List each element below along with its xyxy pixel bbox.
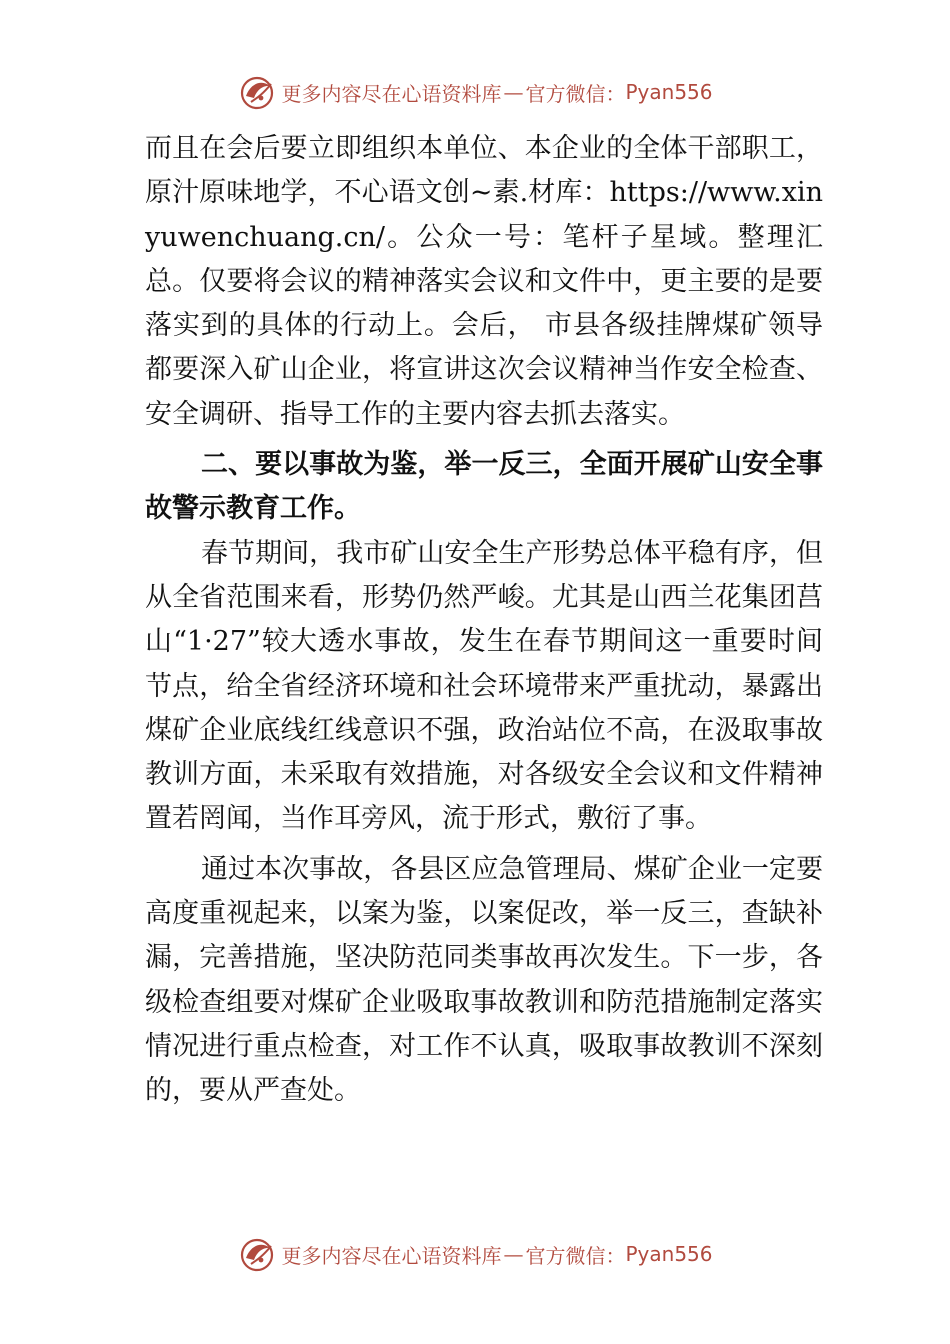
header-banner (0, 70, 950, 114)
header-banner-separator: — (503, 80, 524, 104)
document-body (145, 127, 823, 1114)
footer-banner-text: 更多内容尽在心语资料库 (281, 1243, 502, 1268)
paragraph-2: 春节期间，我市矿山安全生产形势总体平稳有序，但从全省范围来看，形势仍然严峻。尤其是山西兰花集团莒山“1·27”较大透水事故，发生在春节期间这一重要时间节点，给全省经济环境和社会环境带来严重扰动，暴露出煤矿企业底线红线意识不强，政治站位不高，在汲取事故教训方面，未采取有效措施，对各级安全会议和文件精神置若罔闻，当作耳旁风，流于形式，敷衍了事。 (145, 537, 823, 835)
footer-banner-separator: — (503, 1242, 524, 1266)
header-wechat-id: Pyan556 (625, 80, 713, 104)
paragraph-3: 通过本次事故，各县区应急管理局、煤矿企业一定要高度重视起来，以案为鉴，以案促改，举一反三，查缺补漏，完善措施，坚决防范同类事故再次发生。下一步，各级检查组要对煤矿企业吸取事故教训和防范措施制定落实情况进行重点检查，对工作不认真，吸取事故教训不深刻的，要从严查处。 (145, 853, 823, 1107)
footer-wechat-id: Pyan556 (625, 1242, 713, 1266)
footer-wechat-label: 官方微信： (525, 1243, 626, 1268)
header-wechat-label: 官方微信： (525, 81, 626, 106)
xinyu-logo-icon (237, 1234, 277, 1274)
paragraph-1: 而且在会后要立即组织本单位、本企业的全体干部职工，原汁原味地学，不心语文创~素.材库：https://www.xinyuwenchuang.cn/。公众一号：笔杆子星域。整理汇总。仅要将会议的精神落实会议和文件中，更主要的是要落实到的具体的行动上。会后， 市县各级挂牌煤矿领导都要深入矿山企业，将宣讲这次会议精神当作安全检查、安全调研、指导工作的主要内容去抓去落实。 (145, 133, 823, 430)
section-heading-2: 二、要以事故为鉴，举一反三，全面开展矿山安全事故警示教育工作。 (145, 449, 823, 525)
xinyu-logo-icon (237, 72, 277, 112)
footer-banner (0, 1232, 950, 1276)
header-banner-text: 更多内容尽在心语资料库 (281, 81, 502, 106)
